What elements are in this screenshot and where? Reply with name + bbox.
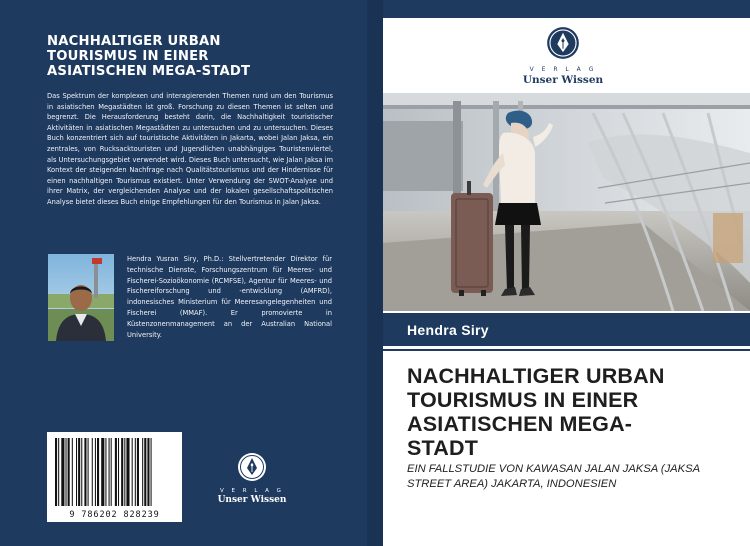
barcode-bar: [84, 438, 86, 506]
top-band: [383, 0, 750, 18]
author-bio: Hendra Yusran Siry, Ph.D.: Stellvertretender Direktor für technische Dienste, Forschungszentrum für Meeres- und Fischerei-Sozioökonomie (RCMFSE), Agentur für Meeres- und Fischereiforschung und -entwicklung (AMFRD), indonesisches Ministerium für Meeresangelegenheiten und Fischerei (MMAF). Er promovierte in Küstenzonenmanagement an der Australian National University.: [127, 255, 332, 339]
barcode-bar: [151, 438, 152, 506]
back-cover: [0, 0, 367, 546]
barcode-bar: [55, 438, 57, 506]
barcode-bar: [132, 438, 133, 506]
pen-nib-logo-icon: [546, 26, 580, 60]
barcode-bar: [142, 438, 143, 506]
back-title: [47, 34, 347, 79]
barcode-bar: [111, 438, 112, 506]
barcode-bar: [78, 438, 80, 506]
pen-nib-logo-icon: [237, 452, 267, 482]
front-cover: [383, 0, 750, 546]
barcode-bar: [66, 438, 67, 506]
author-name: Hendra Siry: [407, 322, 489, 338]
barcode-bar: [88, 438, 89, 506]
cover-photo: [383, 93, 750, 311]
front-publisher-name: Unser Wissen: [522, 74, 604, 86]
author-band: [383, 313, 750, 346]
traveler-walkway-image: [383, 93, 750, 311]
back-title-line: NACHHALTIGER URBAN: [47, 34, 221, 49]
barcode-bar: [58, 438, 59, 506]
author-photo: [48, 254, 114, 341]
barcode-bar: [126, 438, 129, 506]
barcode-bar: [76, 438, 77, 506]
book-blurb: Das Spektrum der komplexen und interagierenden Themen rund um den Tourismus in asiatischen Megastädten ist groß. Forschung zu diesen Themen ist selten und begrenzt. Die Herausforderung besteht darin, die Nachhaltigkeit touristischer Aktivitäten in asiatischen Megastädten zu untersuchen und zu untersuchen. Dieses Buch konzentriert sich auf touristische Aktivitäten in Jakarta, wobei Jalan Jaksa, ein zentrales, von Rucksacktouristen und Jugendlichen unabhängiges Touristenviertel, als Untersuchungsgebiet verwendet wird. Dieses Buch untersucht, wie Jalan Jaksa im Kontext der steigenden Nachfrage nach Qualitätstourismus und der Hindernisse für einen nachhaltigen Tourismus existiert. Unter Verwendung der SWOT-Analyse und ihrer Matrix, der vergleichenden Analyse und der lokalen gesellschaftspolitischen Analyse bietet dieses Buch einige Empfehlungen für den Tourismus in Jalan Jaksa.: [47, 92, 333, 206]
barcode-bar: [144, 438, 146, 506]
front-title-line: STADT: [407, 436, 479, 460]
back-publisher-tag: V E R L A G: [220, 488, 284, 494]
barcode-bar: [115, 438, 117, 506]
barcode-bar: [147, 438, 149, 506]
barcode-bar: [97, 438, 99, 506]
barcode-bar: [61, 438, 64, 506]
author-portrait-image: [48, 254, 114, 341]
barcode-bar: [68, 438, 70, 506]
front-publisher-logo: [513, 26, 613, 86]
barcode-bar: [95, 438, 96, 506]
front-publisher-tag: V E R L A G: [529, 66, 597, 73]
barcode-bar: [109, 438, 110, 506]
book-subtitle: EIN FALLSTUDIE VON KAWASAN JALAN JAKSA (JAKSA STREET AREA) JAKARTA, INDONESIEN: [407, 463, 700, 490]
barcode-bar: [124, 438, 125, 506]
front-title-line: NACHHALTIGER URBAN: [407, 364, 665, 388]
back-publisher-logo: [214, 452, 290, 505]
book-spine: [367, 0, 383, 546]
barcode-bar: [92, 438, 93, 506]
barcode-bar: [137, 438, 139, 506]
front-title-line: TOURISMUS IN EINER: [407, 388, 639, 412]
barcode-bar: [101, 438, 104, 506]
isbn-barcode: [47, 432, 182, 522]
divider: [383, 349, 750, 351]
barcode-bar: [118, 438, 119, 506]
back-title-line: ASIATISCHEN MEGA-STADT: [47, 64, 251, 79]
barcode-bar: [72, 438, 73, 506]
barcode-bar: [135, 438, 136, 506]
back-publisher-name: Unser Wissen: [217, 495, 287, 505]
front-title-line: ASIATISCHEN MEGA-: [407, 412, 633, 436]
book-title: [407, 364, 727, 460]
barcode-bar: [105, 438, 106, 506]
barcode-bar: [81, 438, 82, 506]
isbn-digits: 9 786202 828239: [69, 510, 160, 520]
back-title-line: TOURISMUS IN EINER: [47, 49, 209, 64]
barcode-bars: [47, 432, 182, 510]
barcode-bar: [121, 438, 123, 506]
